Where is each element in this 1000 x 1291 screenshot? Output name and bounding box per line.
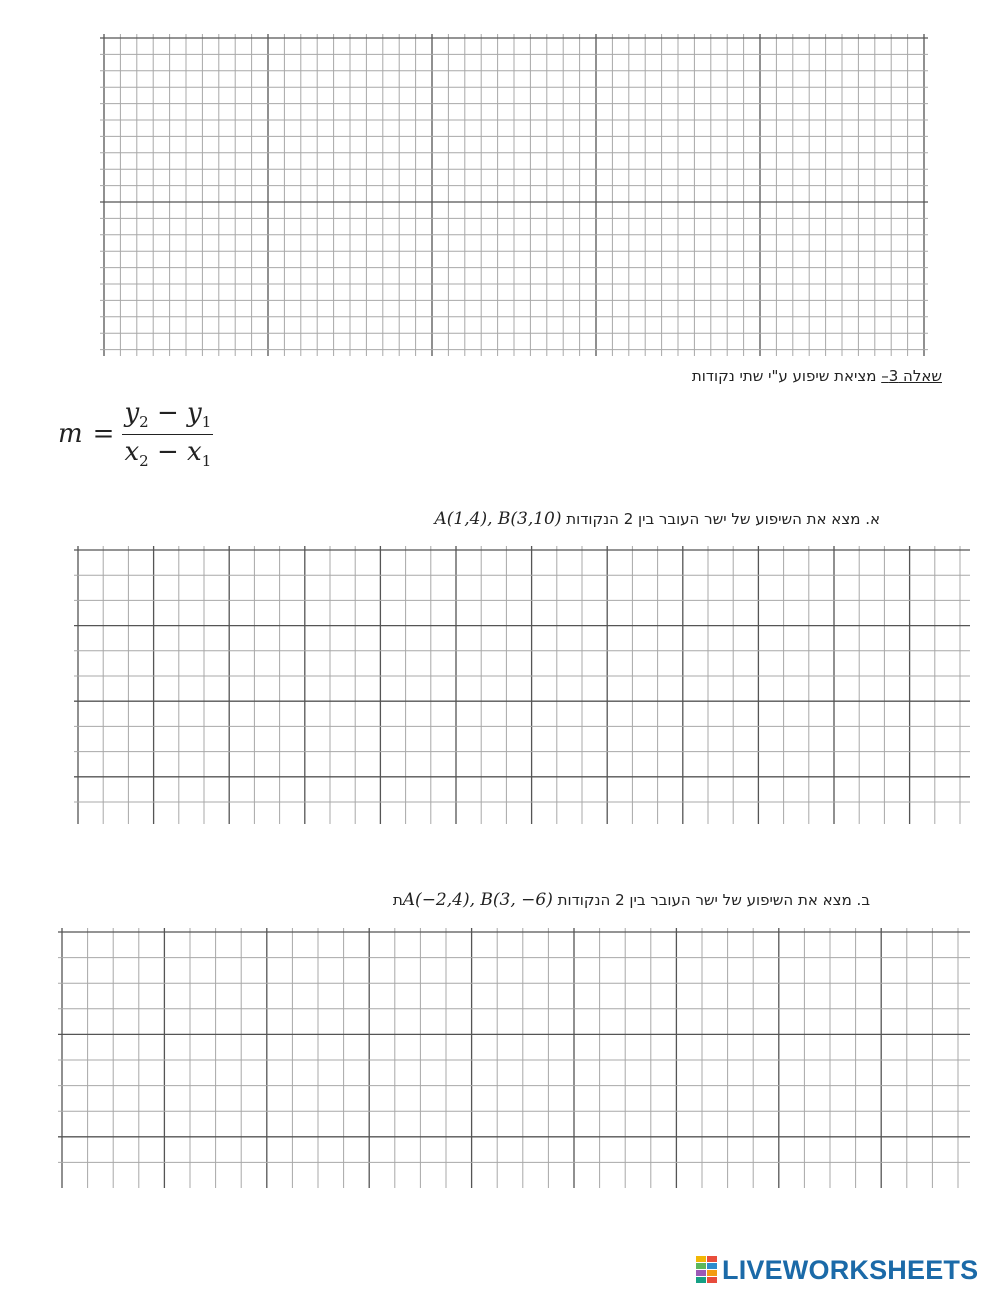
part-a-points: A(1,4), B(3,10) — [434, 509, 562, 529]
question-dash: – — [881, 367, 889, 385]
question-3-header — [692, 367, 942, 385]
part-b-label: ב. — [856, 891, 870, 909]
slope-formula — [58, 398, 213, 470]
question-title: שאלה 3 — [888, 367, 942, 385]
liveworksheets-mark-icon — [696, 1256, 718, 1284]
liveworksheets-wordmark: LIVEWORKSHEETS — [722, 1254, 979, 1285]
liveworksheets-logo[interactable] — [696, 1254, 978, 1286]
part-b-text: מצא את השיפוע של ישר העובר בין 2 הנקודות — [557, 891, 852, 909]
graph-grid-top[interactable] — [100, 34, 928, 356]
formula-numerator: $y_2 - y_1$ — [122, 398, 213, 434]
formula-equals: = — [92, 419, 115, 449]
part-b-trailing: ת — [392, 891, 403, 909]
part-b-points: A(−2,4), B(3, −6) — [402, 890, 553, 910]
formula-lhs: m — [58, 419, 83, 449]
part-a-prompt — [435, 509, 880, 529]
formula-fraction — [122, 398, 213, 469]
part-a-text: מצא את השיפוע של ישר העובר בין 2 הנקודות — [566, 510, 861, 528]
formula-denominator: $x_2 - x_1$ — [124, 436, 212, 470]
graph-grid-part-a[interactable] — [74, 546, 970, 824]
question-subtitle: מציאת שיפוע ע"י שתי נקודות — [691, 367, 877, 385]
part-b-prompt — [393, 890, 870, 910]
part-a-label: א. — [865, 510, 880, 528]
graph-grid-part-b[interactable] — [58, 928, 970, 1188]
